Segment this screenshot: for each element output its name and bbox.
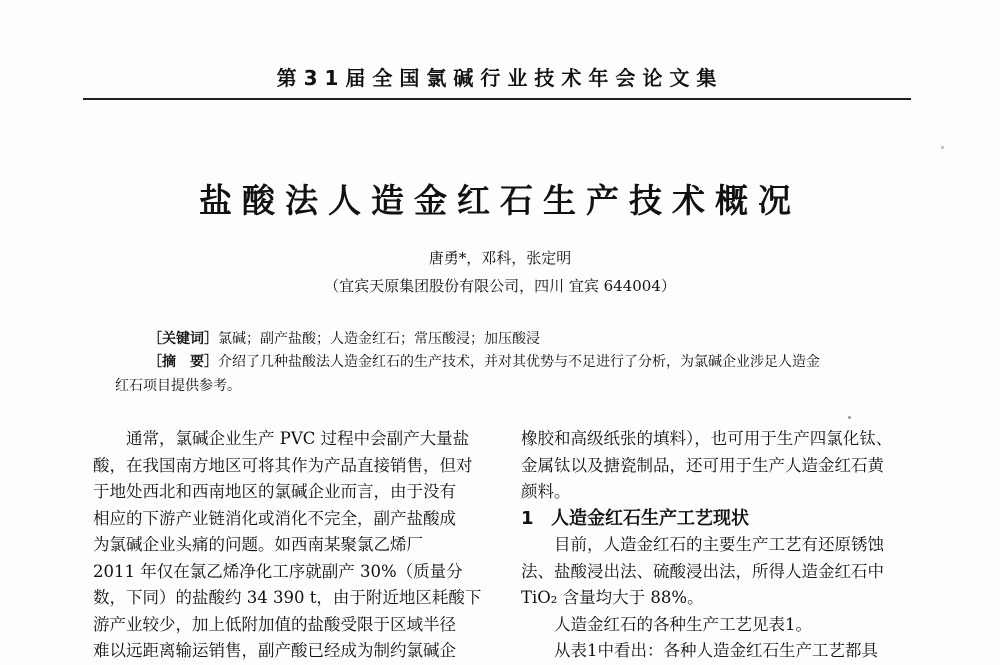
section-title: 人造金红石生产工艺现状: [551, 507, 749, 529]
section-number: 1: [521, 507, 534, 529]
body-line: 2011 年仅在氯乙烯净化工序就副产 30%（质量分: [93, 561, 463, 581]
body-line: 法、盐酸浸出法、硫酸浸出法，所得人造金红石中: [521, 561, 884, 581]
body-line: 为氯碱企业头痛的问题。如西南某聚氯乙烯厂: [93, 535, 423, 554]
body-line: 人造金红石的各种生产工艺见表1。: [554, 614, 812, 634]
article-title: 盐酸法人造金红石生产技术概况: [199, 181, 801, 220]
keywords-label: ［关键词］: [148, 331, 218, 347]
scan-speck: [941, 146, 944, 149]
keywords-line: [148, 328, 540, 348]
abstract-label: ［摘 要］: [148, 354, 218, 370]
body-line: 金属钛以及搪瓷制品，还可用于生产人造金红石黄: [521, 455, 884, 475]
abstract-line-2: 红石项目提供参考。: [115, 378, 241, 394]
scan-speck: [848, 416, 851, 419]
body-line: 通常，氯碱企业生产 PVC 过程中会副产大量盐: [126, 429, 470, 448]
body-line: 难以远距离输运销售，副产酸已经成为制约氯碱企: [93, 641, 456, 660]
abstract-line-1: [148, 351, 820, 371]
body-line: 从表1中看出：各种人造金红石生产工艺都具: [554, 641, 878, 660]
section-heading: [521, 506, 921, 533]
body-line: 游产业较少，加上低附加值的盐酸受限于区域半径: [93, 614, 456, 634]
body-line: 酸，在我国南方地区可将其作为产品直接销售，但对: [93, 455, 473, 475]
body-line: 橡胶和高级纸张的填料），也可用于生产四氯化钛、: [521, 429, 893, 448]
abstract-text-1: 介绍了几种盐酸法人造金红石的生产技术，并对其优势与不足进行了分析，为氯碱企业涉足人造金: [218, 354, 820, 370]
body-line: 相应的下游产业链消化或消化不完全，副产盐酸成: [93, 508, 456, 528]
author-list: 唐勇*，邓科，张定明: [428, 249, 572, 267]
keywords-text: 氯碱；副产盐酸；人造金红石；常压酸浸；加压酸浸: [218, 331, 540, 347]
body-column-left: [93, 426, 493, 665]
affiliation: （宜宾天原集团股份有限公司，四川 宜宾 644004）: [324, 277, 676, 295]
header-rule: [83, 98, 911, 100]
running-header: 第31届全国氯碱行业技术年会论文集: [276, 66, 724, 90]
body-line: 颜料。: [521, 482, 571, 501]
body-line: 数，下同）的盐酸约 34 390 t，由于附近地区耗酸下: [93, 588, 482, 607]
body-line: 于地处西北和西南地区的氯碱企业而言，由于没有: [93, 482, 456, 501]
body-column-right: [521, 426, 921, 665]
body-line: TiO₂ 含量均大于 88%。: [521, 588, 704, 607]
body-line: 目前，人造金红石的主要生产工艺有还原锈蚀: [554, 535, 884, 554]
